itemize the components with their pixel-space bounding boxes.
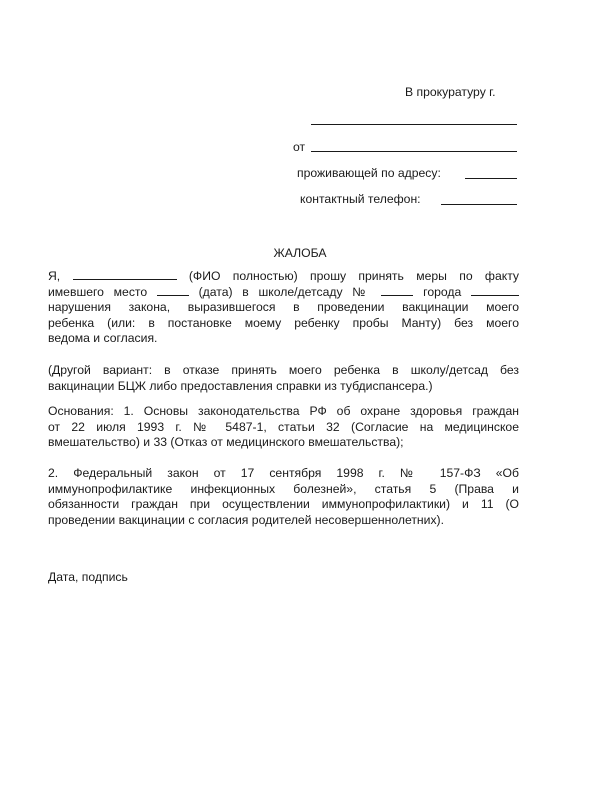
p1-line2: имевшего место (дата) в школе/детсаду № города <box>48 285 519 301</box>
header-to-prosecutor: В прокуратуру г. <box>405 85 496 99</box>
header-from-label: от <box>293 140 306 154</box>
p1-line1: Я, (ФИО полностью) прошу принять меры по факту <box>48 269 520 283</box>
date-blank-line <box>157 285 189 296</box>
city-blank-line <box>311 124 517 125</box>
header-address-label: проживающей по адресу: <box>297 166 441 180</box>
p2-line1: (Другой вариант: в отказе принять моего ребенка в школу/детсад без <box>48 363 519 377</box>
p3-line3: вмешательство) и 33 (Отказ от медицинского вмешательства); <box>48 435 404 449</box>
paragraph-alternative <box>48 363 519 394</box>
phone-blank-line <box>441 204 517 205</box>
header-phone-label: контактный телефон: <box>300 192 421 206</box>
paragraph-main-complaint <box>48 269 519 347</box>
p1-line5: ведома и согласия. <box>48 331 158 345</box>
name-blank-line <box>73 269 177 280</box>
p2-line2: вакцинации БЦЖ либо предоставления справки из тубдиспансера.) <box>48 378 433 393</box>
p4-line3: обязанности граждан при осуществлении иммунопрофилактики) и 11 (О <box>48 497 519 511</box>
from-blank-line <box>311 151 517 152</box>
paragraph-grounds <box>48 404 519 451</box>
address-blank-line <box>465 178 517 179</box>
p4-line2: иммунопрофилактике инфекционных болезней», статья 5 (Права и <box>48 481 519 496</box>
p4-line1: 2. Федеральный закон от 17 сентября 1998 г. № 157-ФЗ «Об <box>48 466 519 480</box>
p1-line3: нарушения закона, выразившегося в проведении вакцинации моего <box>48 300 519 314</box>
p1-line4: ребенка (или: в постановке моему ребенку пробы Манту) без моего <box>48 315 519 330</box>
school-number-blank-line <box>381 285 413 296</box>
p3-line2: от 22 июля 1993 г. № 5487-1, статьи 32 (Согласие на медицинское <box>48 419 519 434</box>
city-name-blank-line <box>471 285 519 296</box>
date-signature-label: Дата, подпись <box>48 570 128 584</box>
document-title: ЖАЛОБА <box>273 246 327 260</box>
paragraph-federal-law <box>48 466 519 528</box>
p4-line4: проведении вакцинации с согласия родителей несовершеннолетних). <box>48 512 444 527</box>
p3-line1: Основания: 1. Основы законодательства РФ об охране здоровья граждан <box>48 404 519 418</box>
